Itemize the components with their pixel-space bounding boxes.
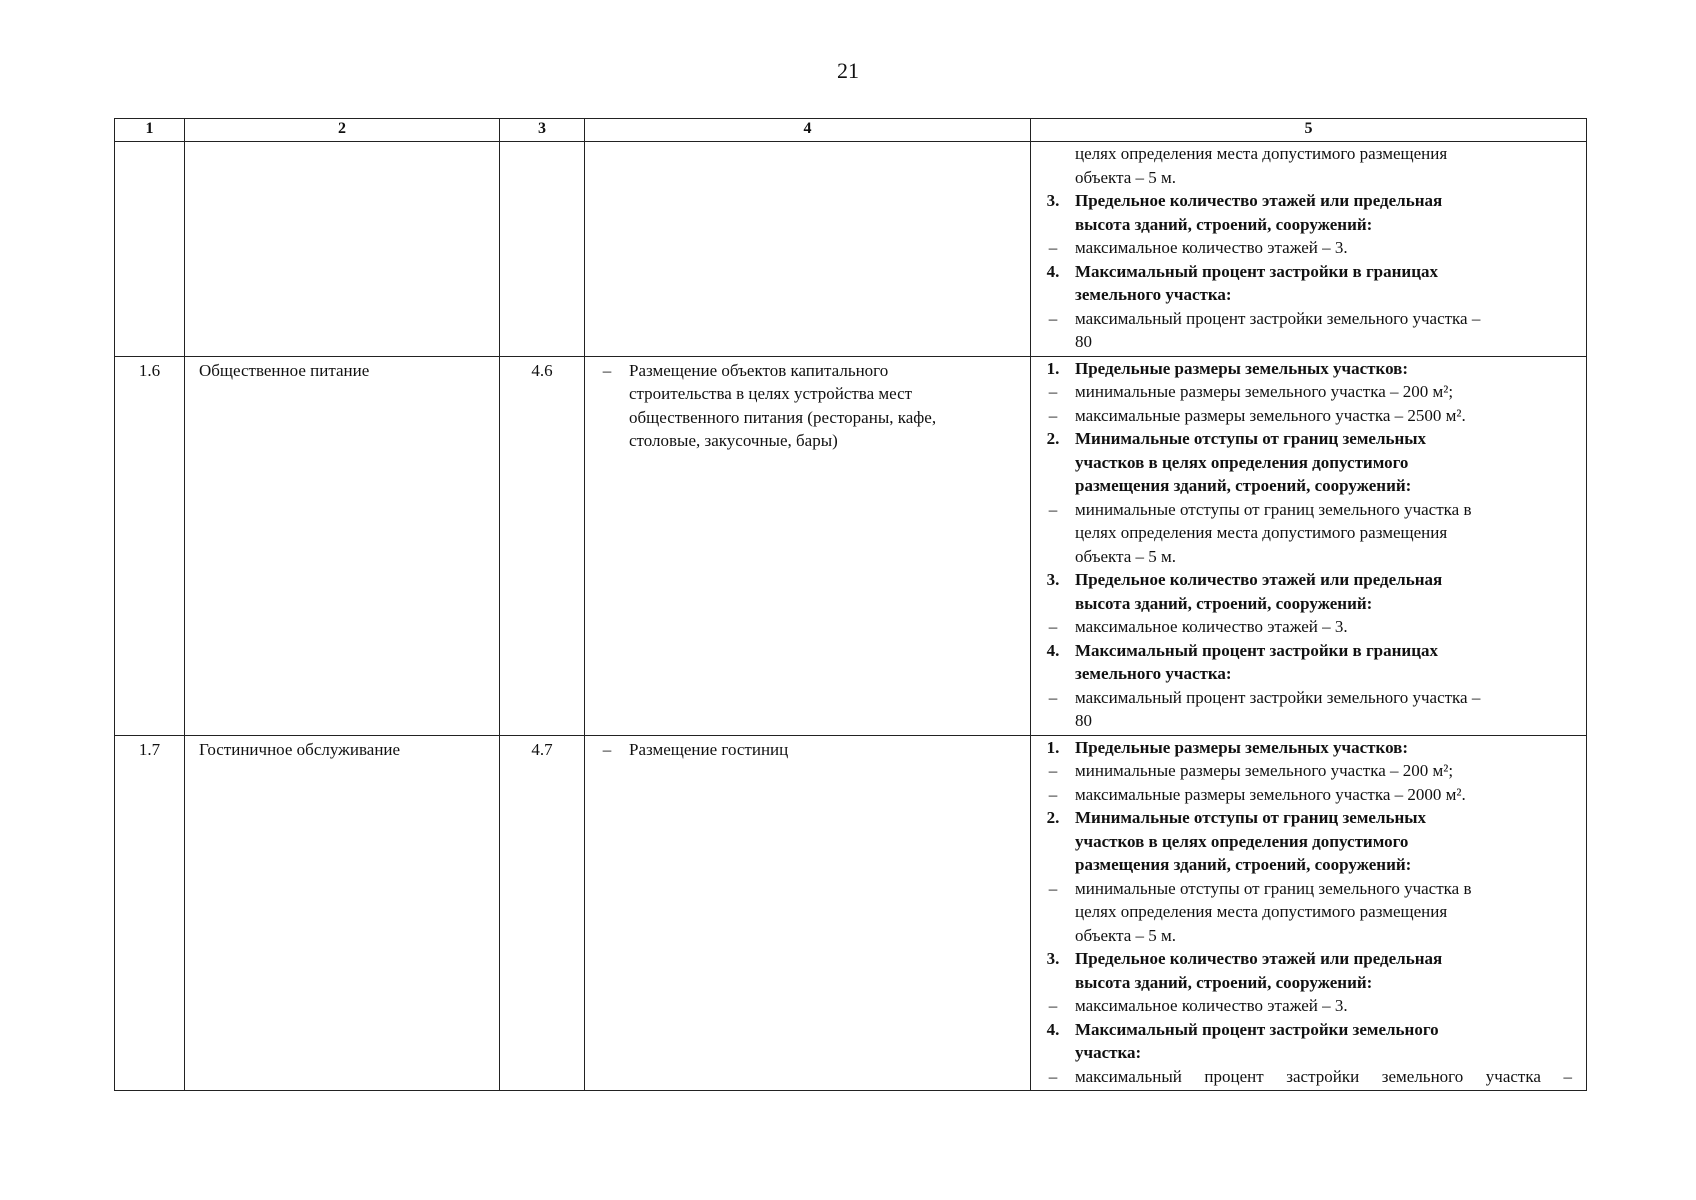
parameter-heading-line <box>1031 853 1586 877</box>
list-marker: – <box>1048 687 1058 707</box>
parameter-value-line <box>1031 236 1586 260</box>
parameter-heading-line <box>1031 592 1586 616</box>
parameter-value-line <box>1031 545 1586 569</box>
parameter-value-line <box>1031 877 1586 901</box>
list-marker: – <box>1048 499 1058 519</box>
parameter-text: объекта – 5 м. <box>1075 546 1177 566</box>
description-text: столовые, закусочные, бары) <box>629 431 838 450</box>
parameter-value-line <box>1031 404 1586 428</box>
dash-marker <box>585 429 629 453</box>
list-marker <box>1031 830 1075 854</box>
classifier-code-cell: 4.7 <box>500 735 585 1091</box>
parameter-heading-line <box>1031 830 1586 854</box>
header-col-1: 1 <box>115 119 185 142</box>
parameter-value-line <box>1031 166 1586 190</box>
parameter-heading-line <box>1031 1041 1586 1065</box>
list-marker: – <box>1048 405 1058 425</box>
list-marker <box>1031 853 1075 877</box>
list-marker <box>1031 142 1075 166</box>
parameter-value-line <box>1031 380 1586 404</box>
parameter-text: Минимальные отступы от границ земельных <box>1075 429 1427 448</box>
parameter-heading-line <box>1031 736 1586 760</box>
parameter-text: целях определения места допустимого размещения <box>1075 144 1448 163</box>
list-marker <box>1031 1041 1075 1065</box>
parameter-heading-line <box>1031 947 1586 971</box>
row-number-cell <box>115 142 185 357</box>
parameter-text: Максимальный процент застройки в границах <box>1075 640 1439 660</box>
parameters-cell <box>1031 356 1587 735</box>
parameter-heading-line <box>1031 213 1586 237</box>
description-line <box>585 406 1022 430</box>
parameter-heading-line <box>1031 568 1586 592</box>
dash-marker: – <box>602 360 612 380</box>
parameter-heading-line <box>1031 260 1586 284</box>
parameter-heading-line <box>1031 451 1586 475</box>
parameter-text: высота зданий, строений, сооружений: <box>1075 593 1373 613</box>
parameter-text: минимальные отступы от границ земельного участка в <box>1075 499 1472 519</box>
description-cell <box>585 142 1031 357</box>
parameter-text: максимальный процент застройки земельного участка – <box>1075 1066 1572 1086</box>
list-marker <box>1031 709 1075 733</box>
parameter-text: 80 <box>1075 332 1092 351</box>
header-col-2: 2 <box>185 119 500 142</box>
list-marker <box>1031 521 1075 545</box>
parameter-value-line <box>1031 924 1586 948</box>
parameter-text: высота зданий, строений, сооружений: <box>1075 214 1373 234</box>
parameter-text: максимальный процент застройки земельного участка – <box>1075 687 1481 707</box>
parameter-text: минимальные размеры земельного участка – 200 м²; <box>1075 761 1454 780</box>
list-marker: 4. <box>1046 1019 1060 1039</box>
header-col-4: 4 <box>585 119 1031 142</box>
list-marker: 3. <box>1046 191 1060 210</box>
list-marker <box>1031 474 1075 498</box>
list-marker: – <box>1048 878 1058 898</box>
description-line <box>585 429 1022 453</box>
parameter-text: объекта – 5 м. <box>1075 167 1177 187</box>
parameter-value-line <box>1031 521 1586 545</box>
description-line <box>585 382 1022 406</box>
list-marker: – <box>1048 238 1058 257</box>
description-line <box>585 738 1022 762</box>
table-body <box>115 142 1587 1091</box>
list-marker <box>1031 451 1075 475</box>
parameter-text: максимальный процент застройки земельного участка – <box>1075 308 1481 328</box>
dash-marker: – <box>602 739 612 759</box>
list-marker: – <box>1048 1066 1058 1086</box>
parameter-value-line <box>1031 709 1586 733</box>
parameter-heading-line <box>1031 357 1586 381</box>
parameter-text: размещения зданий, строений, сооружений: <box>1075 476 1412 495</box>
classifier-code-cell <box>500 142 585 357</box>
parameter-text: Предельные размеры земельных участков: <box>1075 358 1409 378</box>
list-marker: 3. <box>1046 949 1060 968</box>
description-cell <box>585 356 1031 735</box>
table-row <box>115 735 1587 1091</box>
list-marker: 2. <box>1046 429 1060 448</box>
parameter-text: целях определения места допустимого размещения <box>1075 523 1448 542</box>
table-row <box>115 356 1587 735</box>
parameter-text: максимальные размеры земельного участка – 2500 м². <box>1075 405 1466 425</box>
list-marker: 1. <box>1046 737 1060 757</box>
parameter-value-line <box>1031 142 1586 166</box>
parameter-heading-line <box>1031 662 1586 686</box>
parameter-text: целях определения места допустимого размещения <box>1075 902 1448 921</box>
list-marker: – <box>1048 382 1058 401</box>
land-use-name-cell: Гостиничное обслуживание <box>185 735 500 1091</box>
list-marker: 4. <box>1046 640 1060 660</box>
land-use-name-cell: Общественное питание <box>185 356 500 735</box>
list-marker <box>1031 592 1075 616</box>
list-marker <box>1031 166 1075 190</box>
parameter-text: участка: <box>1075 1043 1142 1062</box>
description-text: строительства в целях устройства мест <box>629 384 913 403</box>
parameter-heading-line <box>1031 189 1586 213</box>
parameter-text: Минимальные отступы от границ земельных <box>1075 808 1427 827</box>
row-number-cell: 1.7 <box>115 735 185 1091</box>
parameter-text: высота зданий, строений, сооружений: <box>1075 972 1373 992</box>
land-use-name-cell <box>185 142 500 357</box>
parameter-text: максимальное количество этажей – 3. <box>1075 996 1348 1015</box>
list-marker: – <box>1048 761 1058 780</box>
description-text: Размещение гостиниц <box>629 739 789 759</box>
parameter-value-line <box>1031 1065 1586 1089</box>
parameter-heading-line <box>1031 639 1586 663</box>
parameter-heading-line <box>1031 283 1586 307</box>
parameter-text: Предельное количество этажей или предельная <box>1075 949 1443 968</box>
parameter-heading-line <box>1031 806 1586 830</box>
parameter-value-line <box>1031 994 1586 1018</box>
list-marker: 3. <box>1046 570 1060 589</box>
list-marker <box>1031 662 1075 686</box>
parameter-text: максимальные размеры земельного участка – 2000 м². <box>1075 784 1466 804</box>
parameter-text: Предельные размеры земельных участков: <box>1075 737 1409 757</box>
parameter-text: 80 <box>1075 711 1092 730</box>
list-marker: – <box>1048 308 1058 328</box>
parameter-value-line <box>1031 900 1586 924</box>
parameter-value-line <box>1031 759 1586 783</box>
parameter-value-line <box>1031 307 1586 331</box>
parameter-value-line <box>1031 615 1586 639</box>
parameters-cell <box>1031 142 1587 357</box>
header-col-3: 3 <box>500 119 585 142</box>
parameter-text: объекта – 5 м. <box>1075 925 1177 945</box>
parameter-text: минимальные размеры земельного участка – 200 м²; <box>1075 382 1454 401</box>
list-marker: 2. <box>1046 808 1060 827</box>
parameter-text: максимальное количество этажей – 3. <box>1075 617 1348 636</box>
list-marker <box>1031 971 1075 995</box>
parameter-text: участков в целях определения допустимого <box>1075 452 1409 472</box>
description-text: общественного питания (рестораны, кафе, <box>629 407 937 427</box>
parameter-text: Максимальный процент застройки земельного <box>1075 1019 1439 1039</box>
header-col-5: 5 <box>1031 119 1587 142</box>
parameter-text: земельного участка: <box>1075 664 1232 683</box>
parameter-text: Предельное количество этажей или предельная <box>1075 191 1443 210</box>
list-marker: – <box>1048 617 1058 636</box>
parameter-value-line <box>1031 783 1586 807</box>
list-marker <box>1031 330 1075 354</box>
dash-marker <box>585 382 629 406</box>
list-marker <box>1031 545 1075 569</box>
list-marker <box>1031 900 1075 924</box>
parameter-text: земельного участка: <box>1075 285 1232 304</box>
dash-marker <box>585 406 629 430</box>
page-number: 21 <box>837 58 859 83</box>
description-text: Размещение объектов капитального <box>629 360 889 380</box>
list-marker: – <box>1048 784 1058 804</box>
table-header-row <box>115 119 1587 142</box>
list-marker: – <box>1048 996 1058 1015</box>
parameter-text: Максимальный процент застройки в границах <box>1075 261 1439 281</box>
parameter-text: участков в целях определения допустимого <box>1075 831 1409 851</box>
parameter-heading-line <box>1031 971 1586 995</box>
list-marker: 1. <box>1046 358 1060 378</box>
parameters-cell <box>1031 735 1587 1091</box>
description-line <box>585 359 1022 383</box>
table-row <box>115 142 1587 357</box>
parameter-text: минимальные отступы от границ земельного участка в <box>1075 878 1472 898</box>
parameter-value-line <box>1031 330 1586 354</box>
description-cell <box>585 735 1031 1091</box>
list-marker: 4. <box>1046 261 1060 281</box>
regulations-table <box>114 118 1587 1091</box>
parameter-text: максимальное количество этажей – 3. <box>1075 238 1348 257</box>
parameter-value-line <box>1031 686 1586 710</box>
parameter-heading-line <box>1031 474 1586 498</box>
list-marker <box>1031 213 1075 237</box>
list-marker <box>1031 283 1075 307</box>
parameter-text: размещения зданий, строений, сооружений: <box>1075 855 1412 874</box>
parameter-heading-line <box>1031 1018 1586 1042</box>
classifier-code-cell: 4.6 <box>500 356 585 735</box>
parameter-value-line <box>1031 498 1586 522</box>
row-number-cell: 1.6 <box>115 356 185 735</box>
parameter-heading-line <box>1031 427 1586 451</box>
parameter-text: Предельное количество этажей или предельная <box>1075 570 1443 589</box>
list-marker <box>1031 924 1075 948</box>
